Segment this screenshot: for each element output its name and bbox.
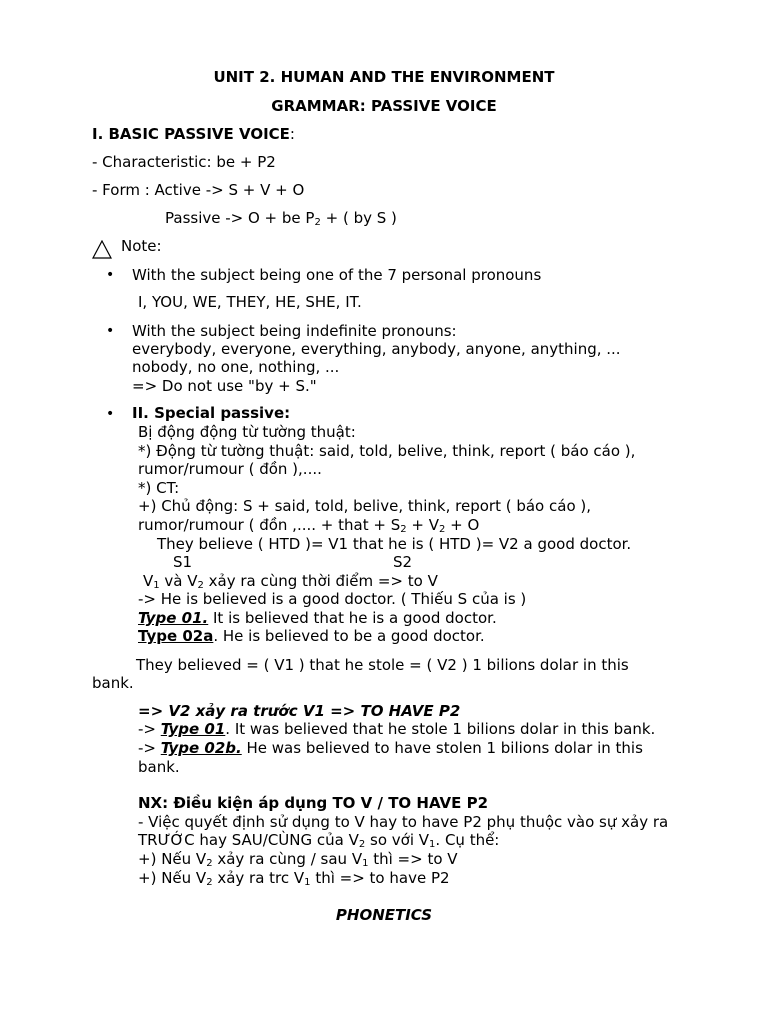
form-active-line: - Form : Active -> S + V + O bbox=[92, 181, 305, 199]
nx-line3: +) Nếu $V_2$ xảy ra cùng / sau $V_1$ thì => to V bbox=[138, 850, 458, 869]
type02a-line: Type 02a. He is believed to be a good doctor. bbox=[138, 627, 485, 645]
v2-before-line: => V2 xảy ra trước V1 => TO HAVE P2 bbox=[138, 702, 461, 720]
bullet2-line4: => Do not use "by + S." bbox=[132, 377, 317, 395]
special-line5: +) Chủ động: S + said, told, belive, think, report ( báo cáo ), bbox=[138, 497, 592, 515]
pronouns-line: I, YOU, WE, THEY, HE, SHE, IT. bbox=[138, 293, 362, 311]
bullet1-text: With the subject being one of the 7 personal pronouns bbox=[132, 266, 542, 284]
bullet2-line2: everybody, everyone, everything, anybody, anyone, anything, ... bbox=[132, 340, 621, 358]
page-title: UNIT 2. HUMAN AND THE ENVIRONMENT bbox=[213, 68, 555, 86]
special-line2: *) Động từ tường thuật: said, told, belive, think, report ( báo cáo ), bbox=[138, 442, 636, 460]
page-subtitle: GRAMMAR: PASSIVE VOICE bbox=[271, 97, 497, 115]
section2-heading: II. Special passive: bbox=[132, 404, 291, 422]
simultaneous-line: $V_1$ và $V_2$ xảy ra cùng thời điểm => to V bbox=[143, 572, 438, 591]
example-sentence: They believe ( HTD )= V1 that he is ( HTD )= V2 a good doctor. bbox=[157, 535, 632, 553]
nx-line2: TRƯỚC hay SAU/CÙNG của $V_2$ so với $V_1$. Cụ thể: bbox=[138, 831, 500, 850]
bullet2-line1: With the subject being indefinite pronouns: bbox=[132, 322, 457, 340]
nx-line1: - Việc quyết định sử dụng to V hay to have P2 phụ thuộc vào sự xảy ra bbox=[138, 813, 669, 831]
warning-triangle-icon bbox=[92, 240, 112, 260]
t02b-line: -> Type 02b. He was believed to have stolen 1 bilions dolar in this bbox=[138, 739, 643, 757]
note-label: Note: bbox=[121, 237, 162, 255]
t01-label: Type 01 bbox=[160, 720, 226, 738]
form-passive-line: Passive -> O + be $P_2$ + ( by S ) bbox=[165, 209, 397, 228]
t01-line: -> Type 01. It was believed that he stole 1 bilions dolar in this bank. bbox=[138, 720, 656, 738]
t02b-continuation: bank. bbox=[138, 758, 180, 776]
t02b-label: Type 02b. bbox=[160, 739, 242, 757]
special-line3: rumor/rumour ( đồn ),.... bbox=[138, 460, 322, 478]
nx-line4: +) Nếu $V_2$ xảy ra trc $V_1$ thì => to have P2 bbox=[138, 869, 450, 888]
section1-heading-colon: : bbox=[289, 125, 295, 143]
special-line4: *) CT: bbox=[138, 479, 180, 497]
type02a-label: Type 02a bbox=[138, 627, 214, 645]
section1-heading-text: I. BASIC PASSIVE VOICE bbox=[92, 125, 290, 143]
s2-label: S2 bbox=[393, 553, 413, 571]
s1-label: S1 bbox=[173, 553, 193, 571]
bullet-dot: • bbox=[106, 323, 115, 339]
type01-line: Type 01. It is believed that he is a good doctor. bbox=[138, 609, 497, 627]
example2-line2: bank. bbox=[92, 674, 134, 692]
type01-label: Type 01. bbox=[138, 609, 209, 627]
special-line1: Bị động động từ tường thuật: bbox=[138, 423, 356, 441]
characteristic-line: - Characteristic: be + P2 bbox=[92, 153, 276, 171]
wrong-example-line: -> He is believed is a good doctor. ( Thiếu S của is ) bbox=[138, 590, 527, 608]
nx-heading: NX: Điều kiện áp dụng TO V / TO HAVE P2 bbox=[138, 794, 489, 812]
special-line6: rumor/rumour ( đồn ,.... + that + $S_2 + V_2 + O$ bbox=[138, 516, 480, 535]
section1-heading bbox=[92, 125, 295, 143]
example2-line1: They believed = ( V1 ) that he stole = ( V2 ) 1 bilions dolar in this bbox=[136, 656, 629, 674]
bullet2-line3: nobody, no one, nothing, ... bbox=[132, 358, 340, 376]
bullet-dot: • bbox=[106, 406, 115, 422]
phonetics-heading: PHONETICS bbox=[335, 906, 433, 924]
bullet-dot: • bbox=[106, 267, 115, 283]
